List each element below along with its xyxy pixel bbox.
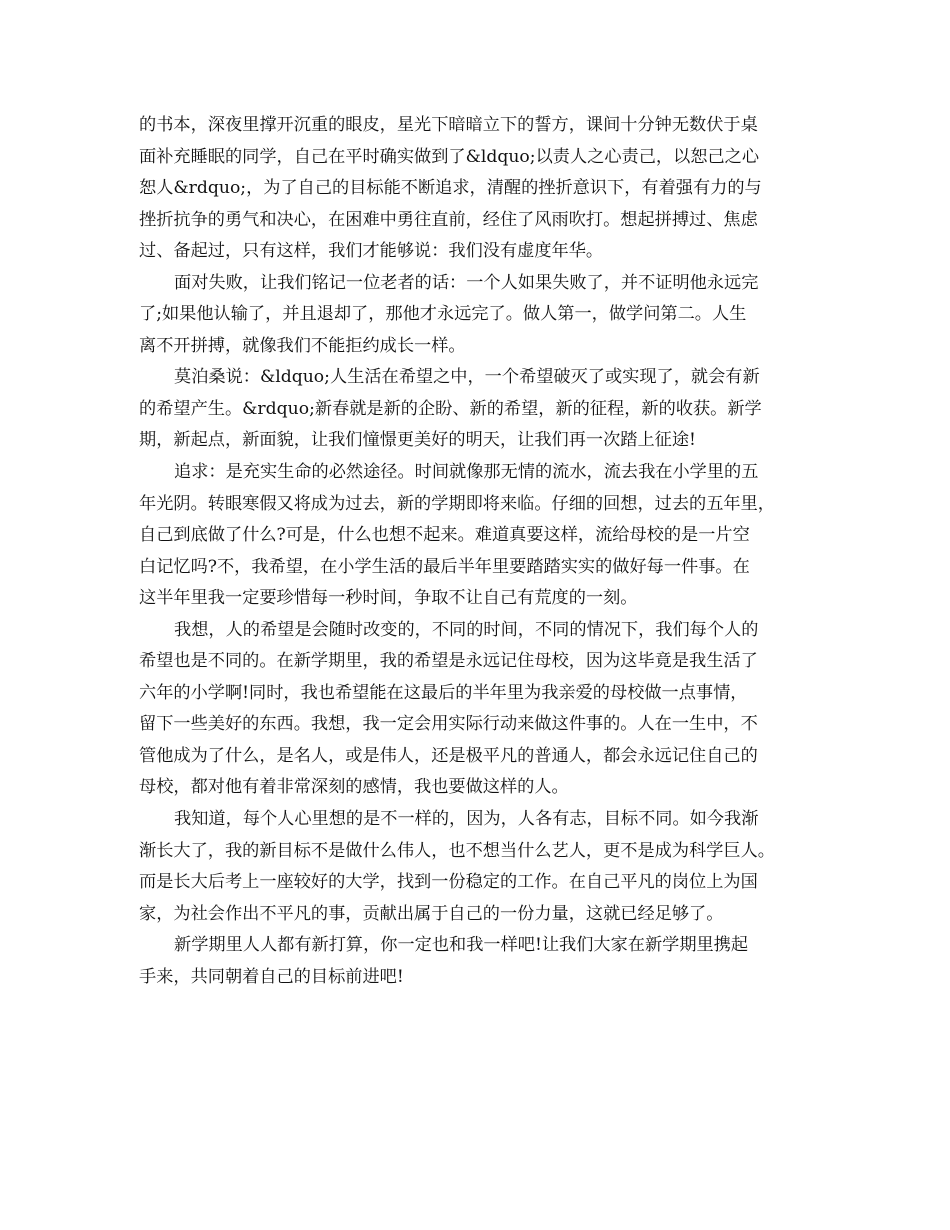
text-line: 追求：是充实生命的必然途径。时间就像那无情的流水，流去我在小学里的五 [174, 462, 759, 483]
text-line: 面对失败，让我们铭记一位老者的话：一个人如果失败了，并不证明他永远完 [174, 272, 759, 293]
paragraph-2 [139, 268, 815, 363]
paragraph-3 [139, 362, 815, 457]
text-line: 挫折抗争的勇气和决心，在困难中勇往直前，经住了风雨吹打。想起拼搏过、焦虑 [139, 209, 758, 230]
paragraph-5 [139, 615, 815, 804]
text-line: 莫泊桑说：&ldquo;人生活在希望之中，一个希望破灭了或实现了，就会有新 [174, 367, 760, 388]
text-line: 面补充睡眠的同学，自己在平时确实做到了&ldquo;以责人之心责己，以恕己之心 [139, 146, 760, 167]
text-line: 留下一些美好的东西。我想，我一定会用实际行动来做这件事的。人在一生中，不 [139, 714, 758, 735]
text-line: 了;如果他认输了，并且退却了，那他才永远完了。做人第一，做学问第二。人生 [139, 304, 747, 325]
text-line: 母校，都对他有着非常深刻的感情，我也要做这样的人。 [139, 777, 569, 798]
text-line: 过、备起过，只有这样，我们才能够说：我们没有虚度年华。 [139, 241, 604, 262]
text-line: 自己到底做了什么?可是，什么也想不起来。难道真要这样，流给母校的是一片空 [139, 525, 750, 546]
paragraph-4 [139, 457, 815, 615]
paragraph-7 [139, 930, 815, 993]
text-line: 手来，共同朝着自己的目标前进吧! [139, 966, 404, 987]
text-line: 我想，人的希望是会随时改变的，不同的时间，不同的情况下，我们每个人的 [174, 619, 759, 640]
text-line: 期，新起点，新面貌，让我们憧憬更美好的明天，让我们再一次踏上征途! [139, 430, 696, 451]
text-line: 我知道，每个人心里想的是不一样的，因为，人各有志，目标不同。如今我渐 [174, 809, 759, 830]
text-line: 年光阴。转眼寒假又将成为过去，新的学期即将来临。仔细的回想，过去的五年里， [139, 493, 775, 514]
text-line: 新学期里人人都有新打算，你一定也和我一样吧!让我们大家在新学期里携起 [174, 935, 749, 956]
text-line: 渐长大了，我的新目标不是做什么伟人，也不想当什么艺人，更不是成为科学巨人。 [139, 840, 775, 861]
text-line: 恕人&rdquo;，为了自己的目标能不断追求，清醒的挫折意识下，有着强有力的与 [139, 178, 762, 199]
paragraph-1 [139, 110, 815, 268]
text-line: 的书本，深夜里撑开沉重的眼皮，星光下暗暗立下的誓方，课间十分钟无数伏于桌 [139, 115, 758, 135]
text-line: 而是长大后考上一座较好的大学，找到一份稳定的工作。在自己平凡的岗位上为国 [139, 872, 758, 893]
text-line: 家，为社会作出不平凡的事，贡献出属于自己的一份力量，这就已经足够了。 [139, 903, 724, 924]
text-line: 离不开拼搏，就像我们不能拒约成长一样。 [139, 335, 466, 356]
text-line: 六年的小学啊!同时，我也希望能在这最后的半年里为我亲爱的母校做一点事情， [139, 682, 748, 703]
text-line: 希望也是不同的。在新学期里，我的希望是永远记住母校，因为这毕竟是我生活了 [139, 651, 758, 672]
text-line: 白记忆吗?不，我希望，在小学生活的最后半年里要踏踏实实的做好每一件事。在 [139, 556, 750, 577]
text-line: 的希望产生。&rdquo;新春就是新的企盼、新的希望，新的征程，新的收获。新学 [139, 398, 762, 419]
document-body [139, 110, 815, 993]
text-line: 管他成为了什么，是名人，或是伟人，还是极平凡的普通人，都会永远记住自己的 [139, 745, 758, 766]
text-line: 这半年里我一定要珍惜每一秒时间，争取不让自己有荒度的一刻。 [139, 588, 638, 609]
paragraph-6 [139, 804, 815, 930]
